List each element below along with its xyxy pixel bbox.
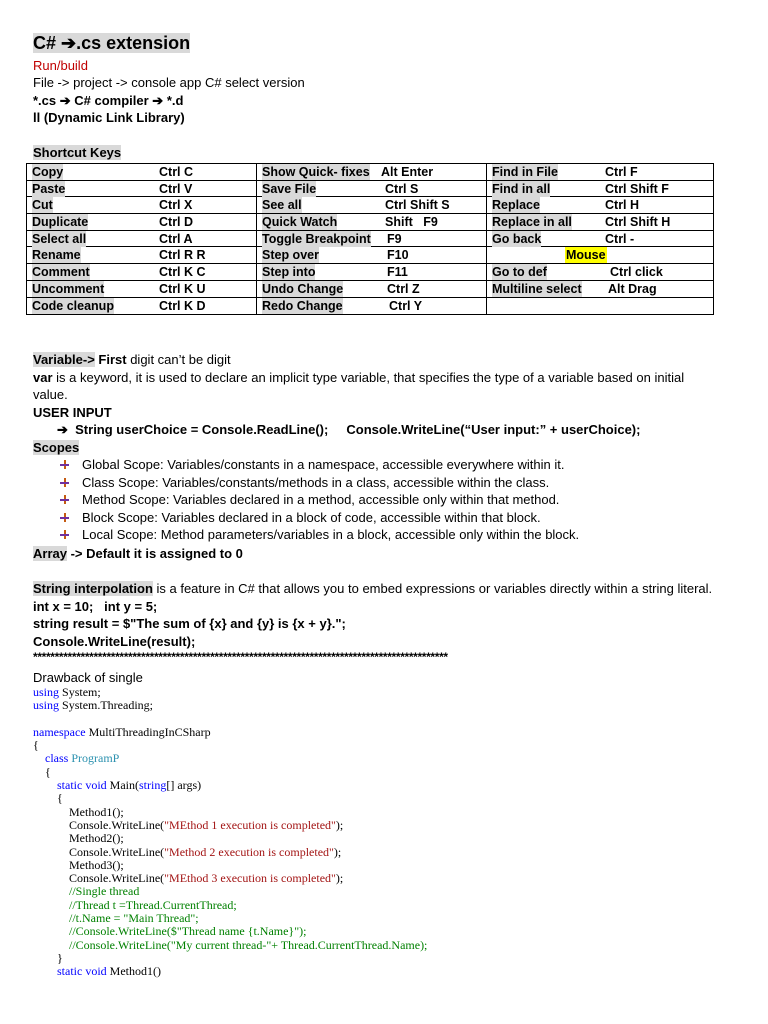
table-row (257, 164, 486, 181)
shortcut-name: Quick Watch (262, 215, 338, 230)
shortcut-key: Ctrl S (385, 181, 419, 196)
interp-code-line: Console.WriteLine(result); (33, 634, 196, 649)
list-item: Local Scope: Method parameters/variables in a block, accessible only within the block. (60, 526, 579, 543)
shortcut-key: Ctrl Shift H (605, 215, 671, 230)
shortcut-name: Toggle Breakpoint (262, 231, 371, 246)
list-item: Method Scope: Variables declared in a method, accessible only within that method. (60, 491, 559, 508)
shortcut-key: Ctrl F (605, 165, 638, 179)
var-description-line2: value. (33, 387, 68, 402)
shortcut-key: F10 (387, 248, 409, 263)
table-row (487, 214, 713, 231)
interpolation-line: String interpolation is a feature in C# that allows you to embed expressions or variables directly within a string literal. (33, 581, 713, 596)
shortcut-name: Save File (262, 181, 317, 196)
table-row (487, 298, 713, 315)
shortcut-key: Ctrl Z (387, 281, 420, 296)
user-input-code: ➔ String userChoice = Console.ReadLine(); Console.WriteLine(“User input:” + userChoice); (57, 422, 641, 437)
shortcut-name: Step into (262, 265, 316, 280)
table-row (257, 298, 486, 315)
shortcut-table (26, 163, 714, 315)
table-row (487, 264, 713, 281)
shortcut-name: Go back (492, 231, 542, 246)
shortcut-key: Ctrl K C (159, 265, 206, 280)
shortcut-name: Cut (32, 198, 53, 213)
dll-line: ll (Dynamic Link Library) (33, 110, 185, 125)
table-row (487, 231, 713, 248)
shortcut-name: Undo Change (262, 281, 344, 296)
list-item: Global Scope: Variables/constants in a namespace, accessible everywhere within it. (60, 456, 564, 473)
shortcut-key: Alt Enter (381, 165, 434, 179)
shortcut-key: Ctrl A (159, 231, 193, 246)
table-row (27, 264, 256, 281)
shortcut-key: Ctrl - (605, 231, 635, 246)
separator-stars: ************************************************************************************************ (33, 650, 448, 664)
interp-code-line: string result = $"The sum of {x} and {y} is {x + y}."; (33, 616, 346, 631)
code-block: using System; using System.Threading; namespace MultiThreadingInCSharp { class ProgramP { static void Main(string[] args) { Method1(); Console.WriteLine("MEthod 1 execution is completed"); Method2(); Console.WriteLine("Method 2 execution is completed"); Method3(); Console.WriteLine("MEthod 3 execution is completed"); //Single thread //Thread t =Thread.CurrentThread; //t.Name = "Main Thread"; //Console.WriteLine($"Thread name {t.Name}"); //Console.WriteLine("My current thread-"+ Thread.CurrentThread.Name); } static void Method1() (33, 685, 428, 979)
shortcut-name: Go to def (492, 265, 547, 280)
shortcut-key: Alt Drag (608, 281, 657, 296)
plus-bullet-icon (60, 495, 69, 504)
array-line: Array -> Default it is assigned to 0 (33, 546, 243, 561)
shortcut-name: Rename (32, 248, 81, 263)
page-title: C# ➔.cs extension (33, 33, 191, 53)
shortcut-heading: Shortcut Keys (33, 145, 122, 160)
table-row (27, 231, 256, 248)
file-path-line: File -> project -> console app C# select version (33, 75, 305, 90)
compile-line: *.cs ➔ C# compiler ➔ *.d (33, 93, 184, 108)
shortcut-key: Ctrl Shift F (605, 181, 669, 196)
shortcut-name: Copy (32, 165, 64, 179)
table-row (27, 281, 256, 298)
shortcut-key: Ctrl R R (159, 248, 206, 263)
shortcut-key: F11 (387, 265, 408, 280)
shortcut-column-2 (257, 164, 487, 314)
table-row (487, 197, 713, 214)
table-row (257, 231, 486, 248)
shortcut-key: Ctrl Y (389, 298, 423, 313)
table-row (487, 164, 713, 181)
shortcut-key: F9 (387, 231, 402, 246)
scopes-heading: Scopes (33, 440, 80, 455)
table-row (27, 181, 256, 198)
list-item: Block Scope: Variables declared in a block of code, accessible within that block. (60, 509, 541, 526)
shortcut-name: Uncomment (32, 281, 105, 296)
variable-line: Variable-> First digit can’t be digit (33, 352, 231, 367)
shortcut-key: Ctrl V (159, 181, 193, 196)
table-row (27, 298, 256, 315)
shortcut-key: Shift F9 (385, 215, 438, 230)
shortcut-key: Ctrl click (610, 265, 663, 280)
shortcut-name: Code cleanup (32, 298, 114, 313)
run-build-label: Run/build (33, 58, 88, 73)
table-row (27, 247, 256, 264)
shortcut-key: Ctrl K U (159, 281, 206, 296)
drawback-heading: Drawback of single (33, 670, 143, 685)
shortcut-name: Replace in all (492, 215, 572, 230)
table-row (487, 181, 713, 198)
interp-code-line: int x = 10; int y = 5; (33, 599, 158, 614)
table-row (257, 281, 486, 298)
table-row (27, 197, 256, 214)
shortcut-column-1 (27, 164, 257, 314)
shortcut-name: Replace (492, 198, 540, 213)
table-row (257, 181, 486, 198)
shortcut-key: Ctrl D (159, 215, 194, 230)
plus-bullet-icon (60, 460, 69, 469)
list-item: Class Scope: Variables/constants/methods in a class, accessible within the class. (60, 474, 549, 491)
table-row (27, 214, 256, 231)
shortcut-name: Paste (32, 181, 66, 196)
shortcut-key: Ctrl Shift S (385, 198, 450, 213)
table-row (487, 247, 713, 264)
var-description-line1: var is a keyword, it is used to declare an implicit type variable, that specifies the type of a variable based on initial (33, 370, 685, 385)
table-row (257, 264, 486, 281)
shortcut-name: Multiline select (492, 281, 582, 296)
plus-bullet-icon (60, 478, 69, 487)
table-row (257, 214, 486, 231)
shortcut-key: Ctrl C (159, 165, 194, 179)
shortcut-column-3 (487, 164, 713, 314)
plus-bullet-icon (60, 513, 69, 522)
shortcut-name: Show Quick- fixes (262, 165, 370, 179)
table-row (257, 197, 486, 214)
shortcut-name: Step over (262, 248, 319, 263)
user-input-heading: USER INPUT (33, 405, 112, 420)
table-row (27, 164, 256, 181)
shortcut-key: Ctrl H (605, 198, 640, 213)
shortcut-name: Duplicate (32, 215, 89, 230)
shortcut-key: Ctrl X (159, 198, 193, 213)
table-row (257, 247, 486, 264)
plus-bullet-icon (60, 530, 69, 539)
shortcut-name: Find in all (492, 181, 551, 196)
shortcut-name: See all (262, 198, 302, 213)
shortcut-key: Ctrl K D (159, 298, 206, 313)
shortcut-name: Redo Change (262, 298, 343, 313)
shortcut-name: Find in File (492, 165, 558, 179)
shortcut-name: Select all (32, 231, 87, 246)
mouse-label: Mouse (566, 248, 606, 263)
shortcut-name: Comment (32, 265, 90, 280)
table-row (487, 281, 713, 298)
